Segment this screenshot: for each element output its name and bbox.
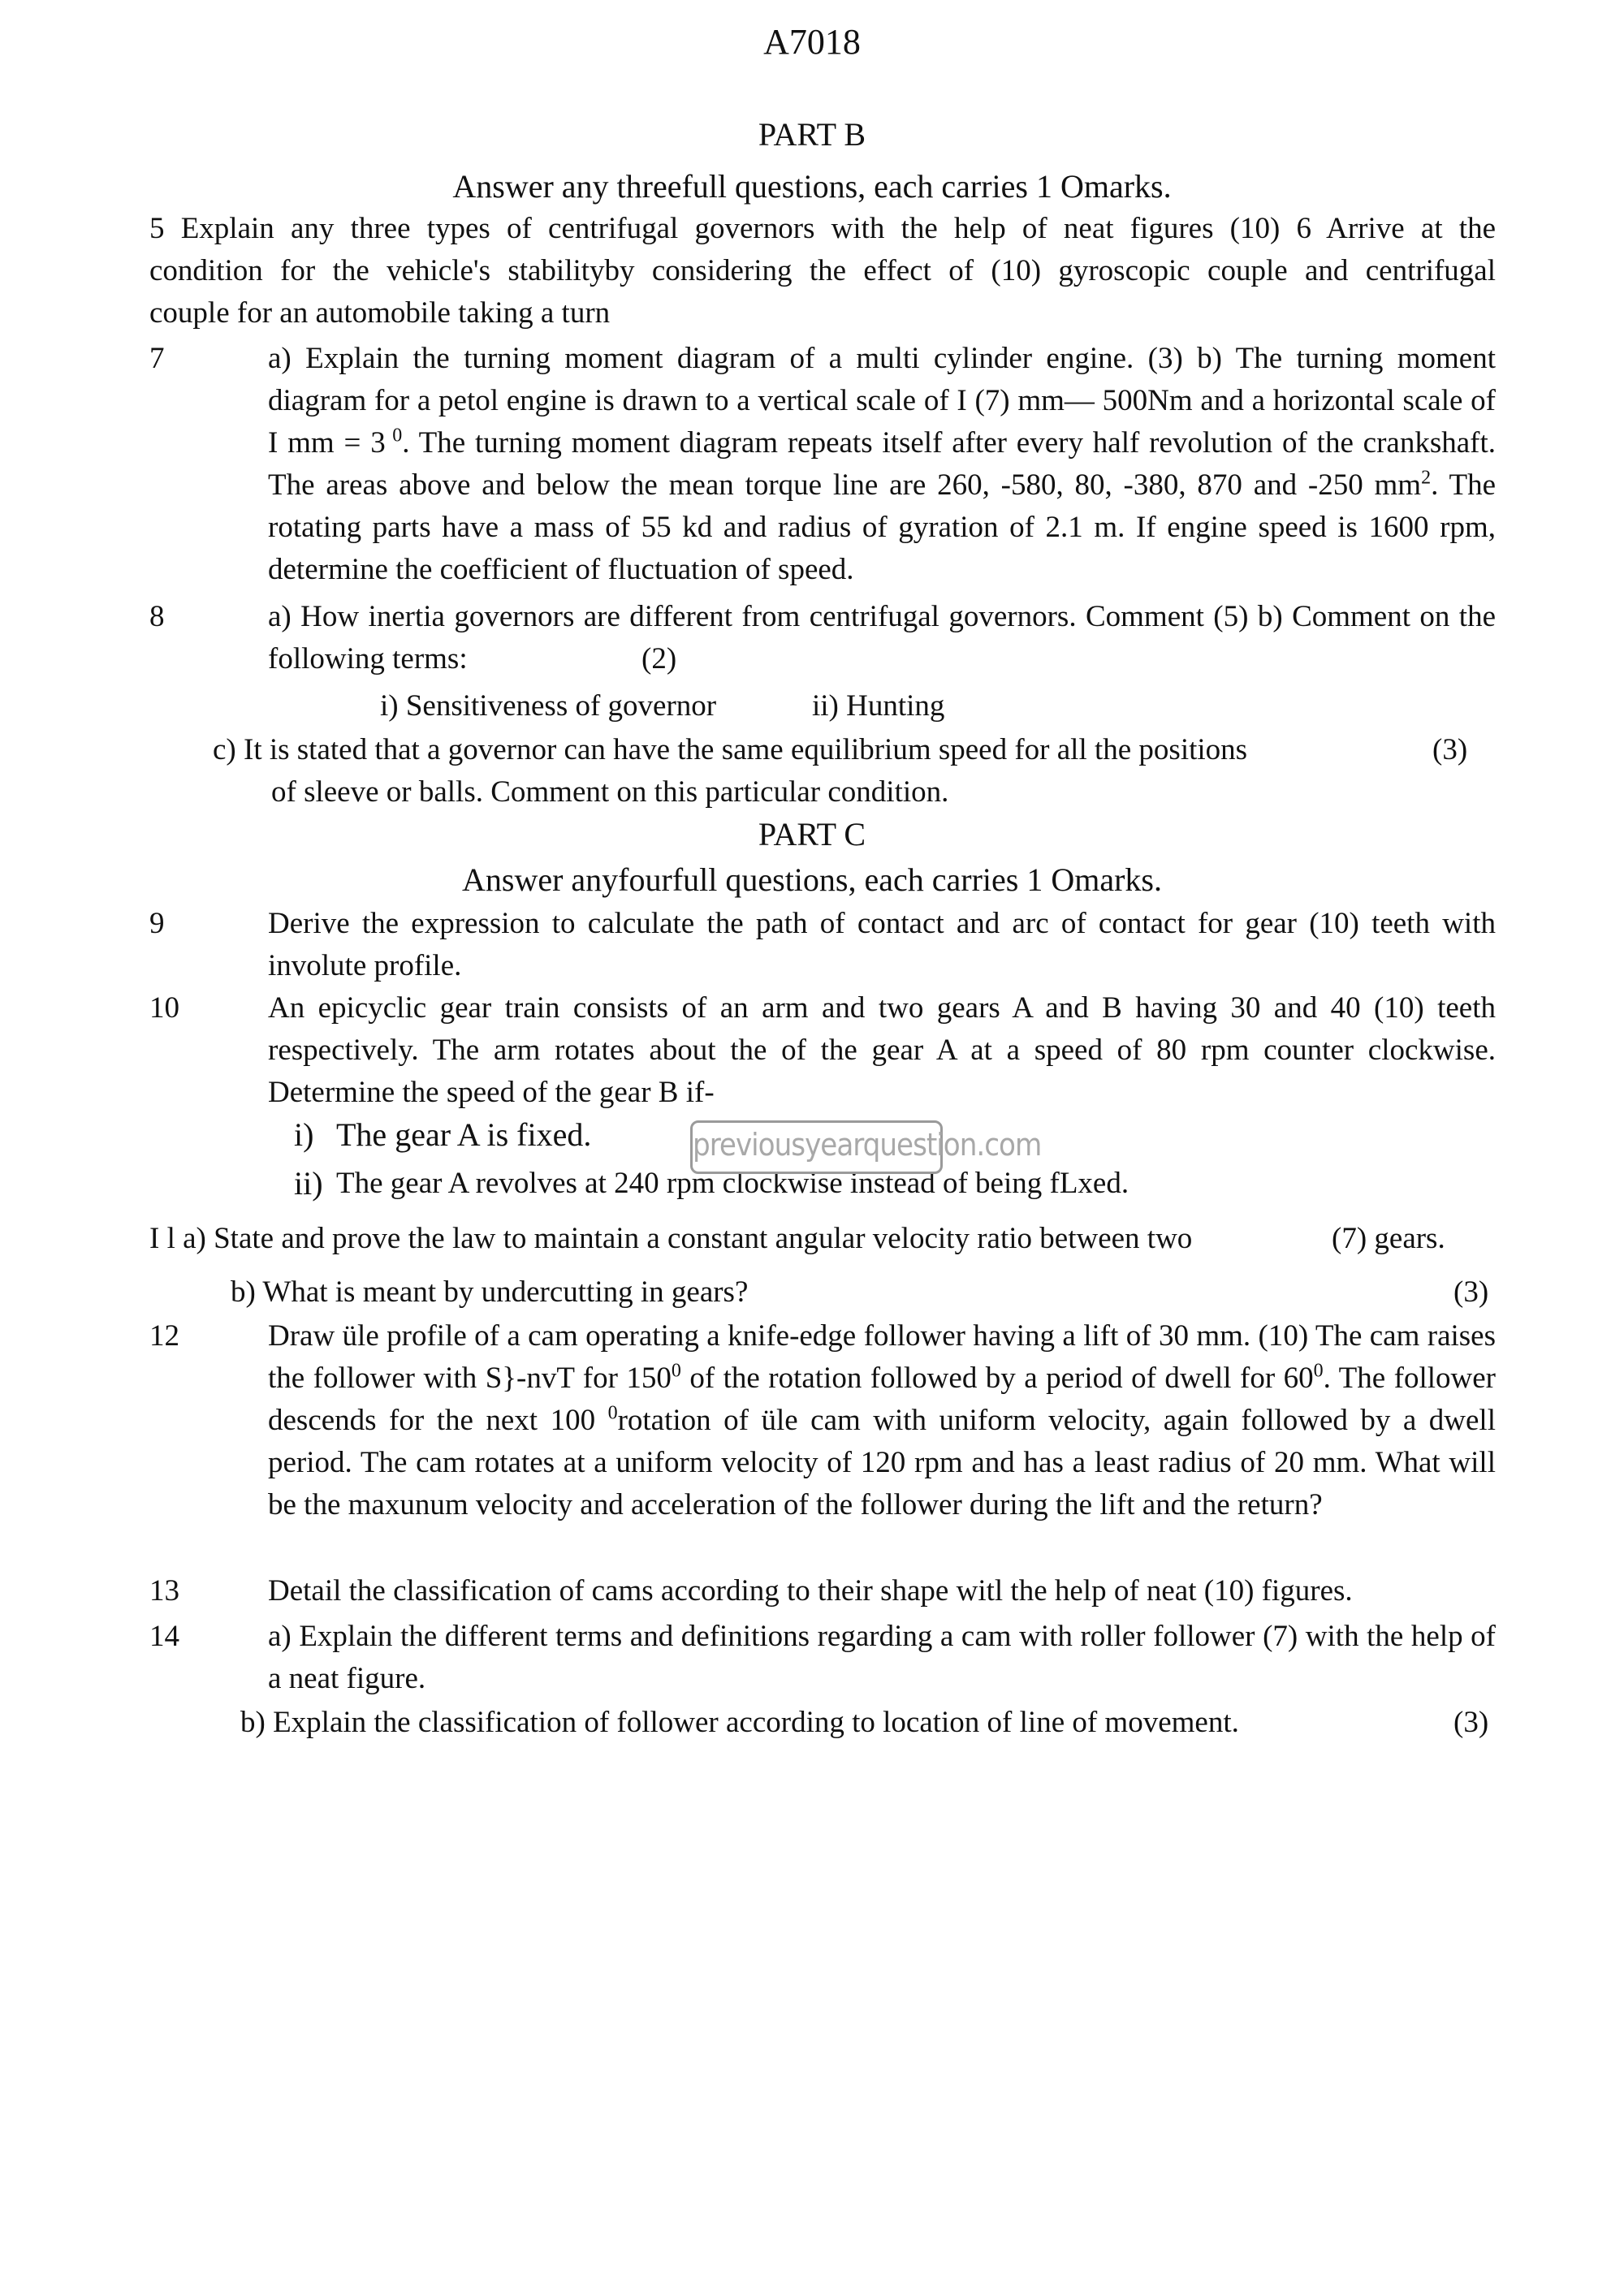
question-8-text: a) How inertia governors are different from centrifugal governors. Comment (5) b) Comment on the following terms:	[268, 600, 1496, 675]
question-8-c-line-1: c) It is stated that a governor can have the same equilibrium speed for all the positions	[213, 733, 1248, 766]
part-b-instruction: Answer any threefull questions, each carries 1 Omarks.	[452, 168, 1172, 205]
question-8-sub-i: i) Sensitiveness of governor	[380, 689, 717, 723]
question-10-sub-i-text: The gear A is fixed.	[336, 1116, 592, 1153]
question-14-b-marks: (3)	[1453, 1706, 1489, 1739]
part-c-instruction: Answer anyfourfull questions, each carries 1 Omarks.	[462, 861, 1162, 898]
question-12-number: 12	[149, 1319, 179, 1353]
question-14-number: 14	[149, 1620, 179, 1653]
question-8-c-line-2: of sleeve or balls. Comment on this particular condition.	[271, 775, 949, 809]
question-8-sub-ii: ii) Hunting	[812, 689, 945, 723]
question-13-number: 13	[149, 1574, 179, 1608]
question-12-text: Draw üle profile of a cam operating a knife-edge follower having a lift of 30 mm. (10) The cam raises the follower with S}-nvT for $150^0$ of the rotation followed by a period of dwell for $60^0$. The follower descends for the next 100 $^0$rotation of üle cam with uniform velocity, again followed by a dwell period. The cam rotates at a uniform velocity of 120 rpm and has a least radius of 20 mm. What will be the maxunum velocity and acceleration of the follower during the lift and the return?	[268, 1319, 1497, 1521]
question-5-6-line-3: couple for an automobile taking a turn	[149, 296, 611, 330]
question-10-number: 10	[149, 991, 179, 1025]
question-14-b-line: b) Explain the classification of follower according to location of line of movement.	[240, 1706, 1239, 1739]
question-11-b-line: b) What is meant by undercutting in gears?	[231, 1275, 749, 1309]
question-10-sub-ii-text: The gear A revolves at 240 rpm clockwise instead of being fLxed.	[336, 1167, 1129, 1200]
question-13-text: Detail the classification of cams according to their shape witl the help of neat (10) figures.	[268, 1574, 1353, 1608]
question-11-a-line: I l a) State and prove the law to maintain a constant angular velocity ratio between two	[149, 1222, 1193, 1255]
question-5-6-line-1: 5 Explain any three types of centrifugal governors with the help of neat figures (10) 6 Arrive at the	[149, 212, 1496, 245]
question-11-a-marks: (7) gears.	[1332, 1222, 1445, 1255]
question-11-b-marks: (3)	[1453, 1275, 1489, 1309]
question-7-text: a) Explain the turning moment diagram of a multi cylinder engine. (3) b) The turning moment diagram for a petol engine is drawn to a vertical scale of I (7) mm— 500Nm and a horizontal scale of I mm = 3 $^0$. The turning moment diagram repeats itself after every half revolution of the crankshaft. The areas above and below the mean torque line are 260, -580, 80, -380, 870 and -250 $mm^2$. The rotating parts have a mass of 55 kd and radius of gyration of 2.1 m. If engine speed is 1600 rpm, determine the coefficient of fluctuation of speed.	[268, 342, 1497, 586]
part-b-title: PART B	[758, 116, 866, 153]
part-c-title: PART C	[758, 816, 866, 852]
question-14-text: a) Explain the different terms and definitions regarding a cam with roller follower (7) with the help of a neat figure.	[268, 1620, 1496, 1695]
question-10-sub-i-number: i)	[294, 1116, 314, 1153]
question-8-c-marks: (3)	[1432, 733, 1468, 766]
question-8-number: 8	[149, 600, 165, 633]
question-9-number: 9	[149, 907, 165, 940]
question-7-number: 7	[149, 342, 165, 375]
question-10-sub-ii-number: ii)	[294, 1165, 323, 1202]
question-10-text: An epicyclic gear train consists of an arm and two gears A and B having 30 and 40 (10) teeth respectively. The arm rotates about the of the gear A at a speed of 80 rpm counter clockwise. Determine the speed of the gear B if-	[268, 991, 1496, 1109]
question-5-6-line-2: condition for the vehicle's stabilityby considering the effect of (10) gyroscopic couple and centrifugal	[149, 254, 1496, 287]
watermark-logo: previousyearquestion.com	[690, 1120, 943, 1174]
question-5-6	[149, 208, 1496, 334]
question-9-text: Derive the expression to calculate the path of contact and arc of contact for gear (10) teeth with involute profile.	[268, 907, 1496, 982]
paper-code: A7018	[763, 22, 861, 62]
question-8-b-marks: (2)	[641, 642, 677, 675]
